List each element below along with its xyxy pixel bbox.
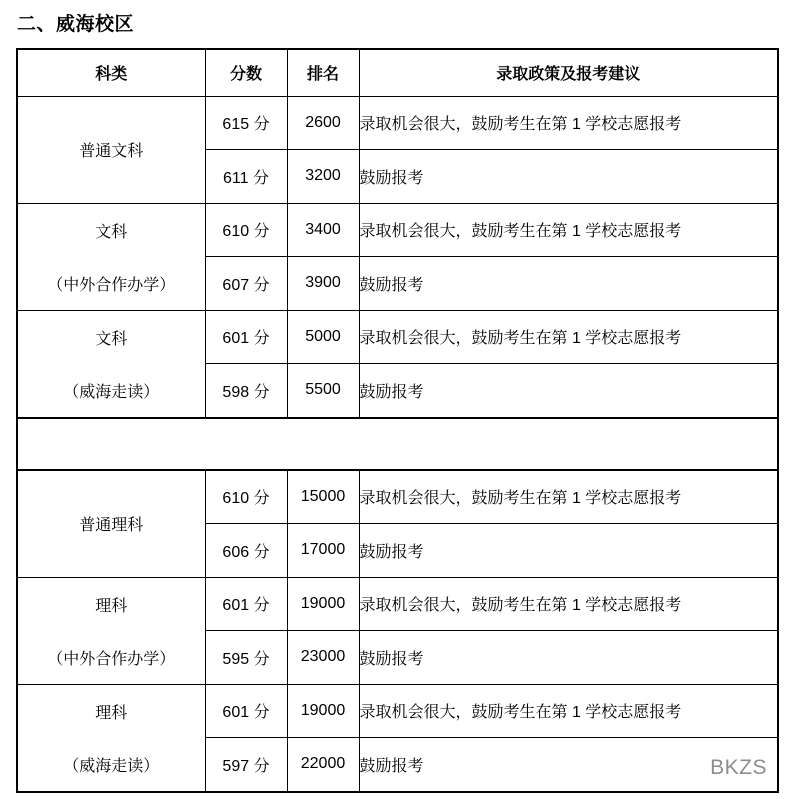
rank-cell: 5000	[287, 310, 359, 364]
category-cell	[17, 577, 205, 684]
advice-cell: 鼓励报考	[359, 257, 778, 311]
table-row	[17, 310, 778, 364]
advice-cell: 录取机会很大，鼓励考生在第 1 学校志愿报考	[359, 310, 778, 364]
score-cell: 611 分	[205, 150, 287, 204]
category-label-wrap	[18, 685, 205, 791]
category-label-line1: 理科	[95, 704, 128, 722]
score-cell: 598 分	[205, 364, 287, 418]
section-title: 二、威海校区	[17, 14, 135, 35]
category-cell	[17, 203, 205, 310]
table-row	[17, 203, 778, 257]
advice-cell: 录取机会很大，鼓励考生在第 1 学校志愿报考	[359, 203, 778, 257]
category-label-wrap	[18, 204, 205, 310]
score-cell: 601 分	[205, 684, 287, 738]
score-cell: 610 分	[205, 470, 287, 524]
column-header-category: 科类	[17, 49, 205, 96]
column-header-score: 分数	[205, 49, 287, 96]
score-cell: 601 分	[205, 577, 287, 631]
rank-cell: 19000	[287, 684, 359, 738]
advice-cell: 鼓励报考	[359, 523, 778, 577]
column-header-advice: 录取政策及报考建议	[359, 49, 778, 96]
category-label-line1: 普通文科	[79, 143, 144, 160]
category-label-line2: （中外合作办学）	[47, 650, 176, 668]
advice-cell: 鼓励报考	[359, 738, 778, 792]
score-cell: 601 分	[205, 310, 287, 364]
category-label-line1: 文科	[95, 330, 128, 348]
column-header-rank: 排名	[287, 49, 359, 96]
category-label-wrap	[18, 471, 205, 577]
category-label-wrap	[18, 578, 205, 684]
category-label-line2: （威海走读）	[63, 383, 160, 401]
score-cell: 606 分	[205, 523, 287, 577]
rank-cell: 2600	[287, 96, 359, 150]
category-cell	[17, 310, 205, 418]
table-row	[17, 470, 778, 524]
score-cell: 607 分	[205, 257, 287, 311]
score-cell: 615 分	[205, 96, 287, 150]
rank-cell: 19000	[287, 577, 359, 631]
rank-cell: 3400	[287, 203, 359, 257]
score-cell: 597 分	[205, 738, 287, 792]
table-row	[17, 96, 778, 150]
advice-cell: 鼓励报考	[359, 631, 778, 685]
advice-cell: 录取机会很大，鼓励考生在第 1 学校志愿报考	[359, 470, 778, 524]
advice-cell: 鼓励报考	[359, 364, 778, 418]
category-cell	[17, 96, 205, 203]
category-label-wrap	[18, 97, 205, 203]
rank-cell: 3200	[287, 150, 359, 204]
rank-cell: 5500	[287, 364, 359, 418]
advice-cell: 录取机会很大，鼓励考生在第 1 学校志愿报考	[359, 577, 778, 631]
advice-cell: 鼓励报考	[359, 150, 778, 204]
rank-cell: 15000	[287, 470, 359, 524]
spacer-row	[17, 418, 778, 470]
spacer-cell	[17, 418, 778, 470]
category-cell	[17, 684, 205, 792]
rank-cell: 22000	[287, 738, 359, 792]
advice-cell: 录取机会很大，鼓励考生在第 1 学校志愿报考	[359, 684, 778, 738]
score-cell: 610 分	[205, 203, 287, 257]
category-label-line1: 普通理科	[79, 517, 144, 534]
admission-table	[16, 48, 779, 793]
score-cell: 595 分	[205, 631, 287, 685]
category-label-line1: 文科	[95, 223, 128, 241]
table-row	[17, 577, 778, 631]
rank-cell: 3900	[287, 257, 359, 311]
advice-cell: 录取机会很大，鼓励考生在第 1 学校志愿报考	[359, 96, 778, 150]
category-label-line2: （中外合作办学）	[47, 276, 176, 294]
category-label-wrap	[18, 311, 205, 417]
watermark: BKZS	[710, 756, 767, 779]
category-label-line1: 理科	[95, 597, 128, 615]
category-cell	[17, 470, 205, 578]
table-row	[17, 684, 778, 738]
rank-cell: 17000	[287, 523, 359, 577]
table-header-row	[17, 49, 778, 96]
rank-cell: 23000	[287, 631, 359, 685]
category-label-line2: （威海走读）	[63, 757, 160, 775]
